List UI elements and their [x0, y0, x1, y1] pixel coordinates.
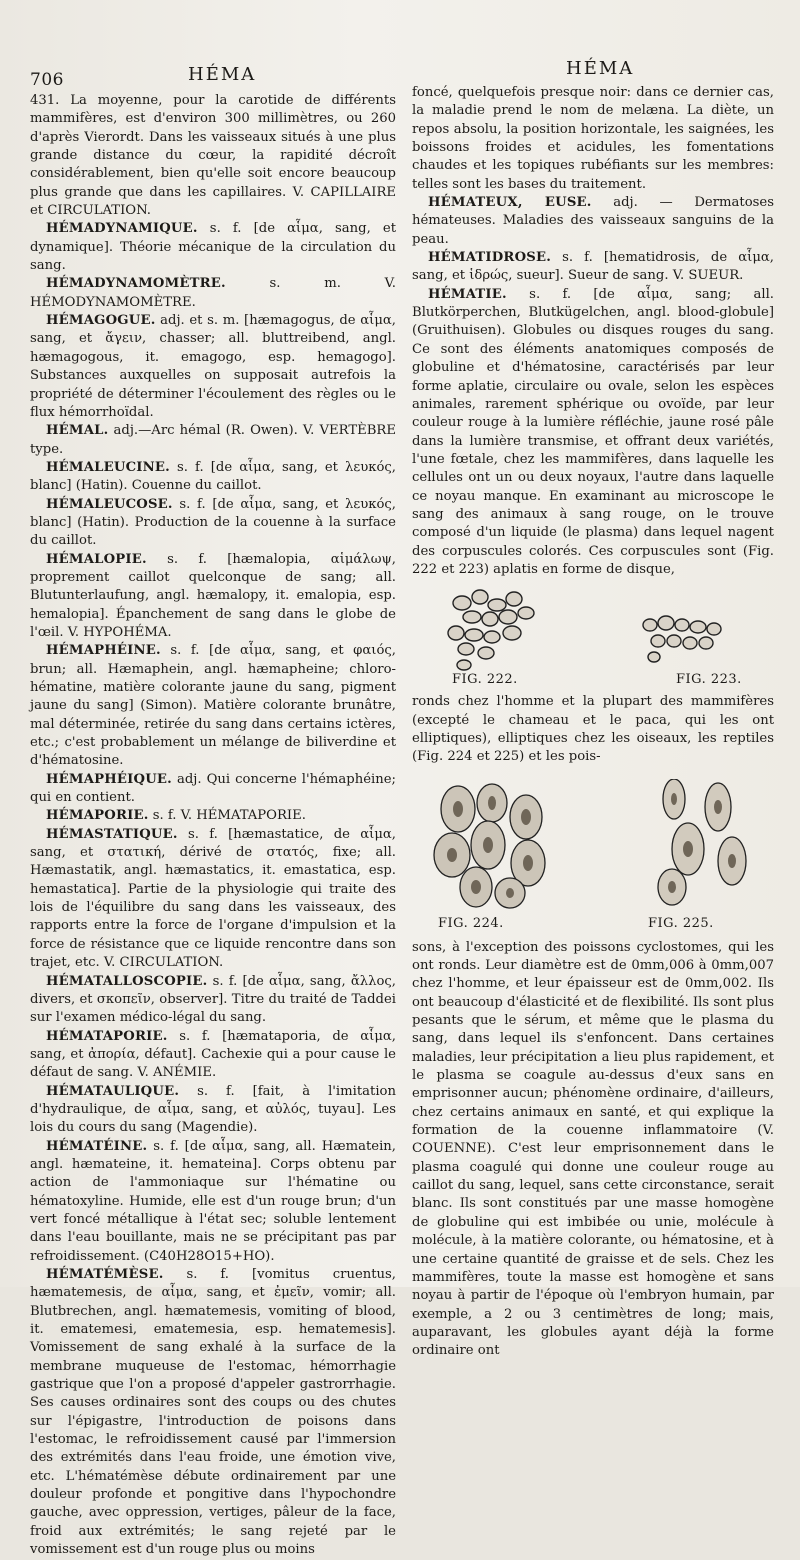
- dictionary-entry: [412, 286, 774, 580]
- dictionary-entry: [30, 1138, 396, 1266]
- dictionary-entry: [30, 973, 396, 1028]
- entry-continuation: [30, 92, 396, 220]
- entry-headword: HÉMAL.: [46, 423, 109, 439]
- entry-text: adj. Qui concerne l'hémaphéine; qui en contient.: [30, 771, 396, 806]
- dictionary-entry: [30, 1266, 396, 1560]
- entry-text: adj.—Arc hémal (R. Owen). V. VERTÈBRE type.: [30, 423, 396, 457]
- entry-headword: HÉMALOPIE.: [46, 551, 147, 567]
- dictionary-entry: [412, 249, 774, 286]
- entry-text: sons, à l'exception des poissons cyclostomes, qui les ont ronds. Leur diamètre est de 0mm,006 à 0mm,007 chez l'homme, et leur épaisseur est de 0mm,002. Ils ont beaucoup d'élasticité et de flexibilité. Ils sont plus pesants que le sérum, et même que le plasma du sang, dans lequel ils s'enfoncent. Dans certaines maladies, leur précipitation a lieu plus rapidement, et le plasma se coagule au-dessus d'eux sans en emprisonner aucun; phénomène ordinaire, d'ailleurs, chez certains animaux en santé, et qui explique la formation de la couenne inflammatoire (V. COUENNE). C'est leur emprisonnement dans le plasma coagulé qui donne une couleur rouge au caillot du sang, lequel, sans cette circonstance, serait blanc. Ils sont constitués par une masse homogène de globuline qui est imbibée ou unie, molécule à molécule, à la matière colorante, ou hématosine, et à une certaine quantité de graisse et de sels. Chez les mammifères, toute la masse est homogène et sans noyau à partir de l'époque où l'embryon humain, par exemple, a 2 ou 3 centimètres de long; mais, auparavant, les globules ayant déjà la forme ordinaire ont: [412, 939, 774, 1359]
- dictionary-entry: [30, 807, 396, 825]
- dictionary-entry: [30, 312, 396, 422]
- entry-text: adj. — Dermatoses hémateuses. Maladies des vaisseaux sanguins de la peau.: [412, 195, 774, 247]
- figure-222-illustration: [442, 585, 552, 671]
- figure-224-illustration: [428, 783, 568, 911]
- figure-223-caption: FIG. 223.: [676, 672, 742, 688]
- entry-text: adj. et s. m. [hæmagogus, de αἷμα, sang, et ἄγειν, chasser; all. bluttreibend, angl. hæmagogous, it. emagogo, esp. hemagogo]. Substances auxquelles on supposait autrefois la propriété de déterminer l'écoulement des règles ou le flux hémorrhoïdal.: [30, 313, 396, 420]
- figure-225-illustration: [644, 779, 756, 909]
- entry-headword: HÉMAPHÉINE.: [46, 643, 161, 659]
- dictionary-entry: [30, 551, 396, 643]
- entry-text: s. f. [hematidrosis, de αἷμα, sang, et ἱδρώς, sueur]. Sueur de sang. V. SUEUR.: [412, 250, 774, 284]
- entry-text: 431. La moyenne, pour la carotide de différents mammifères, est d'environ 300 millimètres, ou 260 d'après Vierordt. Dans les vaisseaux situés à une plus grande distance du cœur, la rapidité décroît considérablement, bien qu'elle soit encore beaucoup plus grande que dans les capillaires. V. CAPILLAIRE et CIRCULATION.: [30, 93, 396, 219]
- entry-text: s. f. V. HÉMATAPORIE.: [148, 808, 306, 824]
- page-number: 706: [30, 70, 64, 90]
- figures-row-2: [412, 775, 774, 935]
- dictionary-entry: [30, 422, 396, 459]
- entry-text: s. f. [hæmastatice, de αἷμα, sang, et στατική, dérivé de στατός, fixe; all. Hæmastatik, angl. hæmastatics, it. emastatica, esp. hemastatica]. Partie de la physiologie qui traite des lois de l'équilibre du sang dans les vaisseaux, des rapports entre la force de l'organe d'impulsion et la force de résistance que ce liquide rencontre dans son trajet, etc. V. CIRCULATION.: [30, 826, 396, 971]
- entry-text: s. f. [vomitus cruentus, hæmatemesis, de αἷμα, sang, et ἐμεῖν, vomir; all. Blutbrechen, angl. hæmatemesis, vomiting of blood, it. ematemesi, ematemesia, esp. hematemesis]. Vomissement de sang exhalé à la surface de la membrane muqueuse de l'estomac, hémorrhagie gastrique que l'on a proposé d'appeler gastrorrhagie. Ses causes ordinaires sont des coups ou des chutes sur l'épigastre, l'introduction de poisons dans l'estomac, le refroidissement causé par l'immersion des extrémités dans l'eau froide, une émotion vive, etc. L'hématémèse débute ordinairement par une douleur profonde et pongitive dans l'hypochondre gauche, avec oppression, vertiges, pâleur de la face, froid aux extrémités; le sang rejeté par le vomissement est d'un rouge plus ou moins: [30, 1267, 396, 1558]
- entry-text: s. f. [de αἷμα, sang, et φαιός, brun; all. Hæmaphein, angl. hæmapheine; chloro-hématine, matière colorante jaune du sang, pigment jaune du sang] (Simon). Matière colorante brunâtre, mal déterminée, retirée du sang dans certains ictères, etc.; c'est probablement un mélange de biliverdine et d'hématosine.: [30, 643, 396, 769]
- entry-headword: HÉMATAULIQUE.: [46, 1083, 180, 1099]
- entry-headword: HÉMATEUX, EUSE.: [428, 195, 592, 211]
- entry-headword: HÉMAGOGUE.: [46, 313, 156, 329]
- entry-text: s. f. [hæmataporia, de αἷμα, sang, et ἀπορία, défaut]. Cachexie qui a pour cause le défaut de sang. V. ANÉMIE.: [30, 1028, 396, 1081]
- right-column-bottom: [412, 939, 774, 1361]
- entry-headword: HÉMATÉINE.: [46, 1138, 148, 1154]
- dictionary-entry: [30, 826, 396, 973]
- dictionary-entry: [30, 459, 396, 496]
- dictionary-entry: [30, 275, 396, 312]
- entry-text: s. f. [de αἷμα, sang; all. Blutkörperchen, Blutkügelchen, angl. blood-globule] (Gruithuisen). Globules ou disques rouges du sang. Ce sont des éléments anatomiques composés de globuline et d'hématosine, caractérisés par leur forme aplatie, circulaire ou ovale, selon les espèces animales, rarement sphérique ou ovoïde, par leur couleur rouge à la lumière réfléchie, jaune rosé pâle dans la lumière transmise, et offrant deux variétés, l'une fœtale, chez les mammifères, dans laquelle les cellules ont un ou deux noyaux, l'autre dans laquelle ce noyau manque. En examinant au microscope le sang des animaux à sang rouge, on le trouve composé d'un liquide (le plasma) dans lequel nagent des corpuscules colorés. Ces corpuscules sont (Fig. 222 et 223) aplatis en forme de disque,: [412, 286, 774, 577]
- figure-222-caption: FIG. 222.: [452, 672, 518, 688]
- dictionary-entry: [30, 1028, 396, 1083]
- entry-headword: HÉMAPORIE.: [46, 808, 149, 824]
- dictionary-entry: [30, 1083, 396, 1138]
- dictionary-entry: [30, 771, 396, 808]
- dictionary-entry: [30, 220, 396, 275]
- running-head-left: HÉMA: [188, 64, 257, 85]
- figure-224-caption: FIG. 224.: [438, 915, 504, 931]
- entry-headword: HÉMATIDROSE.: [428, 250, 552, 266]
- entry-text: s. f. [de αἷμα, sang, ἄλλος, divers, et σκοπεῖν, observer]. Titre du traité de Taddei sur l'examen médico-légal du sang.: [30, 973, 396, 1026]
- entry-continuation: [412, 693, 774, 766]
- entry-continuation: [412, 939, 774, 1361]
- entry-text: s. f. [de αἷμα, sang, all. Hæmatein, angl. hæmateine, it. hemateina]. Corps obtenu par action de l'ammoniaque sur l'hématine ou hématoxyline. Humide, elle est d'un rouge brun; d'un vert foncé métallique à l'état sec; soluble lentement dans l'eau bouillante, mais ne se précipitant pas par refroidissement. (C40H28O15+HO).: [30, 1138, 396, 1264]
- entry-headword: HÉMATIE.: [428, 286, 507, 302]
- entry-text: s. m. V. HÉMODYNAMOMÈTRE.: [30, 276, 396, 310]
- running-head-right: HÉMA: [566, 58, 635, 79]
- entry-headword: HÉMAPHÉIQUE.: [46, 771, 172, 787]
- entry-headword: HÉMATALLOSCOPIE.: [46, 973, 208, 989]
- entry-text: s. f. [de αἷμα, sang, et λευκός, blanc] (Hatin). Couenne du caillot.: [30, 459, 396, 494]
- entry-text: s. f. [de αἷμα, sang, et λευκός, blanc] (Hatin). Production de la couenne à la surface du caillot.: [30, 496, 396, 549]
- entry-headword: HÉMADYNAMIQUE.: [46, 221, 198, 237]
- entry-headword: HÉMATAPORIE.: [46, 1028, 168, 1044]
- right-column-middle: [412, 693, 774, 766]
- entry-headword: HÉMASTATIQUE.: [46, 826, 178, 842]
- figure-225-caption: FIG. 225.: [648, 915, 714, 931]
- entry-headword: HÉMALEUCINE.: [46, 459, 170, 475]
- dictionary-entry: [412, 194, 774, 249]
- entry-continuation: [412, 84, 774, 194]
- dictionary-entry: [30, 496, 396, 551]
- left-column: [30, 92, 396, 1560]
- right-column-top: [412, 84, 774, 579]
- entry-text: ronds chez l'homme et la plupart des mammifères (excepté le chameau et le paca, qui les ont elliptiques), elliptiques chez les oiseaux, les reptiles (Fig. 224 et 225) et les pois-: [412, 694, 774, 765]
- right-column: [412, 84, 774, 1361]
- entry-headword: HÉMALEUCOSE.: [46, 496, 173, 512]
- dictionary-entry: [30, 642, 396, 770]
- entry-text: s. f. [de αἷμα, sang, et dynamique]. Théorie mécanique de la circulation du sang.: [30, 221, 396, 274]
- entry-headword: HÉMATÉMÈSE.: [46, 1267, 164, 1282]
- entry-text: s. f. [hæmalopia, αἱμάλωψ, proprement caillot quelconque de sang; all. Blutunterlaufung, angl. hæmalopy, it. emalopia, esp. hemalopia]. Épanchement de sang dans le globe de l'œil. V. HYPOHÉMA.: [30, 551, 396, 640]
- figures-row-1: [412, 585, 774, 689]
- figure-223-illustration: [640, 613, 730, 665]
- entry-headword: HÉMADYNAMOMÈTRE.: [46, 276, 226, 292]
- entry-text: foncé, quelquefois presque noir: dans ce dernier cas, la maladie prend le nom de melæna. La diète, un repos absolu, la position horizontale, les saignées, les boissons froides et acidules, les fomentations chaudes et les topiques rubéfiants sur les membres: telles sont les bases du traitement.: [412, 85, 774, 192]
- entry-text: s. f. [fait, à l'imitation d'hydraulique, de αἷμα, sang, et αὐλός, tuyau]. Les lois du cours du sang (Magendie).: [30, 1083, 396, 1136]
